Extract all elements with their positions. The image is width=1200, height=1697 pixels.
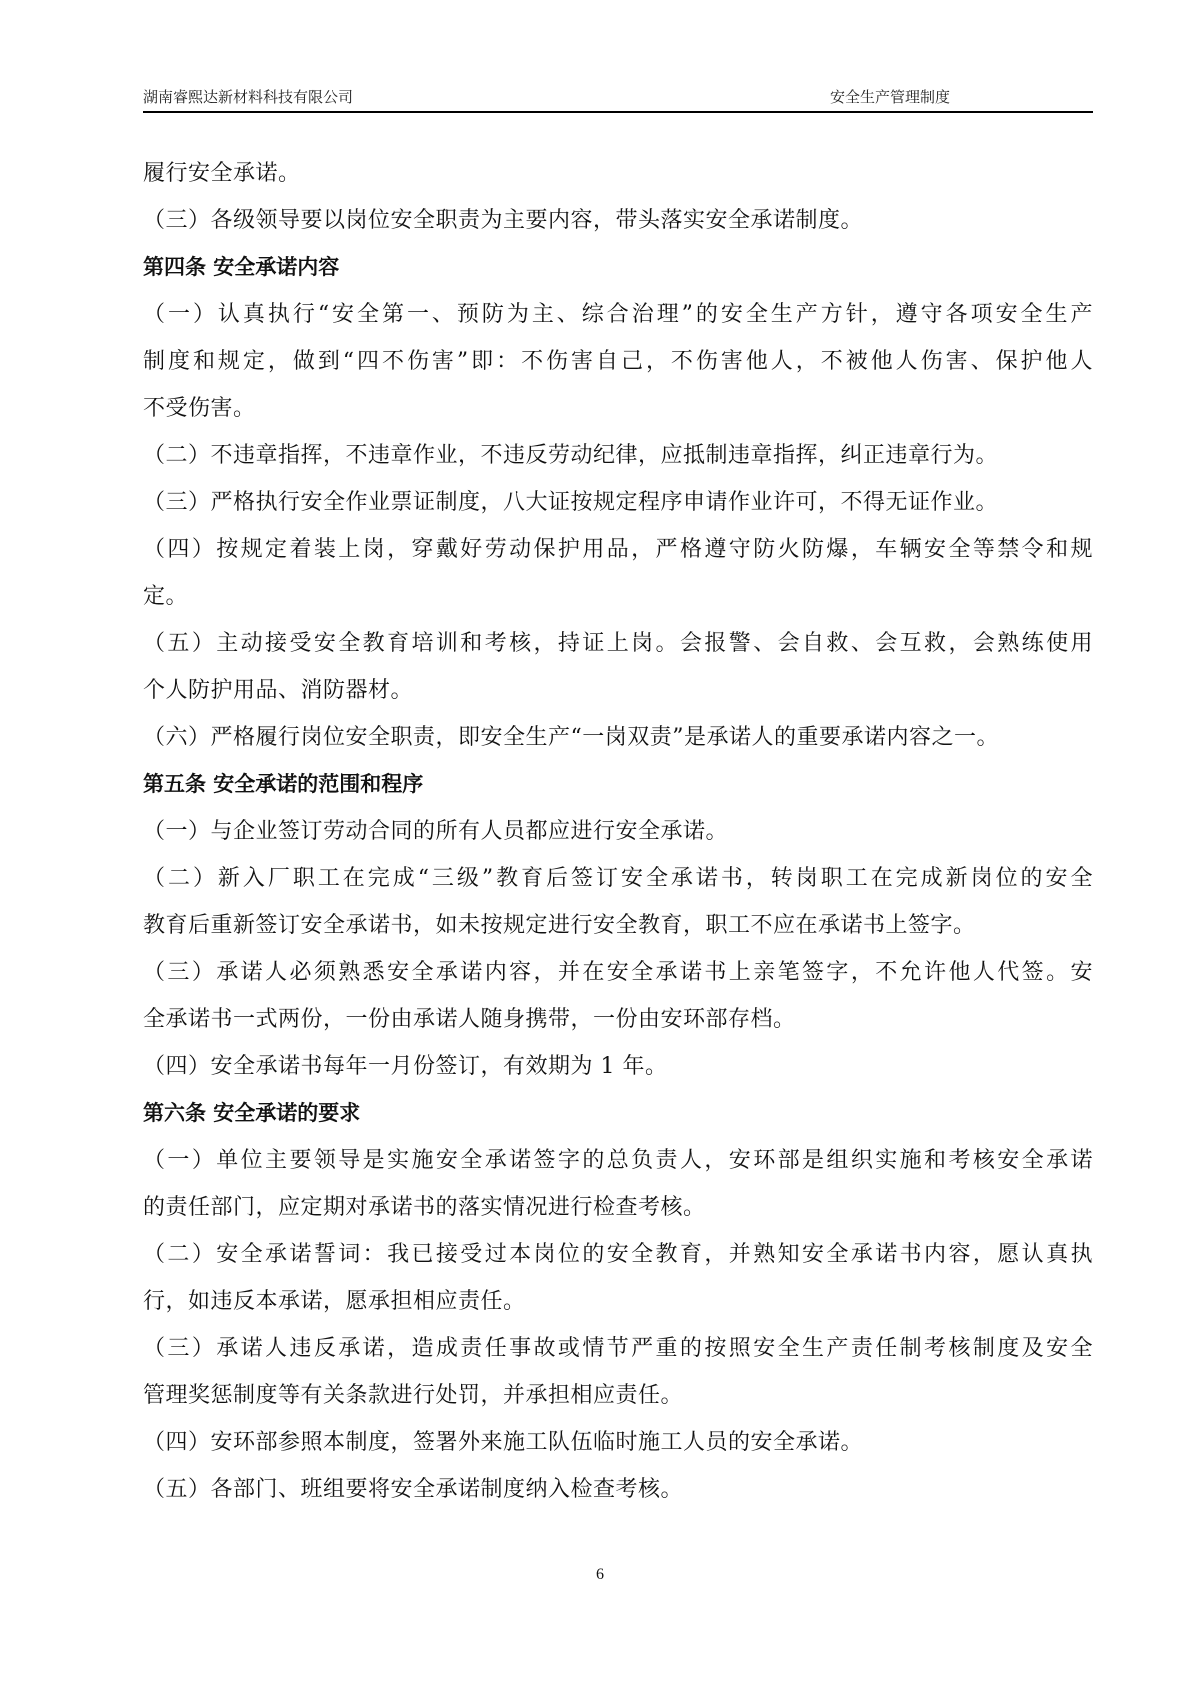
paragraph-line: （六）严格履行岗位安全职责，即安全生产“一岗双责”是承诺人的重要承诺内容之一。 — [143, 725, 999, 750]
paragraph-line: （二）安全承诺誓词：我已接受过本岗位的安全教育，并熟知安全承诺书内容，愿认真执 — [143, 1242, 1093, 1267]
paragraph-line: （二）不违章指挥，不违章作业，不违反劳动纪律，应抵制违章指挥，纠正违章行为。 — [143, 443, 999, 468]
paragraph-line: （三）承诺人违反承诺，造成责任事故或情节严重的按照安全生产责任制考核制度及安全 — [143, 1336, 1093, 1361]
paragraph — [143, 949, 1093, 1043]
paragraph-line: 的责任部门，应定期对承诺书的落实情况进行检查考核。 — [143, 1195, 706, 1220]
paragraph-line: （四）安环部参照本制度，签署外来施工队伍临时施工人员的安全承诺。 — [143, 1430, 864, 1455]
paragraph — [143, 526, 1093, 620]
paragraph-line: （一）与企业签订劳动合同的所有人员都应进行安全承诺。 — [143, 819, 729, 844]
paragraph-line: （四）安全承诺书每年一月份签订，有效期为 1 年。 — [143, 1054, 668, 1079]
document-body — [143, 150, 1093, 1513]
paragraph-line: 教育后重新签订安全承诺书，如未按规定进行安全教育，职工不应在承诺书上签字。 — [143, 913, 976, 938]
paragraph — [143, 291, 1093, 432]
paragraph-line: （一）认真执行“安全第一、预防为主、综合治理”的安全生产方针，遵守各项安全生产 — [143, 302, 1093, 327]
paragraph-line: 管理奖惩制度等有关条款进行处罚，并承担相应责任。 — [143, 1383, 684, 1408]
header-divider — [143, 111, 1093, 113]
paragraph-line: （三）承诺人必须熟悉安全承诺内容，并在安全承诺书上亲笔签字，不允许他人代签。安 — [143, 960, 1093, 985]
paragraph-line: 制度和规定，做到“四不伤害”即：不伤害自己，不伤害他人，不被他人伤害、保护他人 — [143, 349, 1093, 374]
paragraph-line: （三）各级领导要以岗位安全职责为主要内容，带头落实安全承诺制度。 — [143, 208, 864, 233]
header-company-name: 湖南睿熙达新材料科技有限公司 — [143, 88, 354, 106]
paragraph-line: （五）主动接受安全教育培训和考核，持证上岗。会报警、会自救、会互救，会熟练使用 — [143, 631, 1093, 656]
paragraph — [143, 1325, 1093, 1419]
paragraph-line: （一）单位主要领导是实施安全承诺签字的总负责人，安环部是组织实施和考核安全承诺 — [143, 1148, 1093, 1173]
paragraph — [143, 714, 1093, 761]
paragraph-line: 不受伤害。 — [143, 396, 256, 421]
paragraph-line: 个人防护用品、消防器材。 — [143, 678, 414, 703]
paragraph — [143, 1043, 1093, 1090]
article-heading: 第五条 安全承诺的范围和程序 — [143, 772, 424, 796]
paragraph — [143, 1419, 1093, 1466]
paragraph — [143, 808, 1093, 855]
paragraph — [143, 1231, 1093, 1325]
paragraph-line: （三）严格执行安全作业票证制度，八大证按规定程序申请作业许可，不得无证作业。 — [143, 490, 999, 515]
page-number: 6 — [596, 1566, 604, 1583]
paragraph-line: （四）按规定着装上岗，穿戴好劳动保护用品，严格遵守防火防爆，车辆安全等禁令和规 — [143, 537, 1093, 562]
paragraph — [143, 620, 1093, 714]
paragraph — [143, 479, 1093, 526]
header-document-title: 安全生产管理制度 — [829, 88, 950, 106]
paragraph-line: 全承诺书一式两份，一份由承诺人随身携带，一份由安环部存档。 — [143, 1007, 796, 1032]
paragraph — [143, 1466, 1093, 1513]
paragraph — [143, 150, 1093, 197]
paragraph — [143, 197, 1093, 244]
paragraph — [143, 1137, 1093, 1231]
paragraph-line: 定。 — [143, 584, 189, 609]
paragraph — [143, 855, 1093, 949]
article-heading: 第四条 安全承诺内容 — [143, 255, 340, 279]
paragraph — [143, 432, 1093, 479]
paragraph-line: 行，如违反本承诺，愿承担相应责任。 — [143, 1289, 526, 1314]
paragraph-line: （五）各部门、班组要将安全承诺制度纳入检查考核。 — [143, 1477, 684, 1502]
paragraph-line: （二）新入厂职工在完成“三级”教育后签订安全承诺书，转岗职工在完成新岗位的安全 — [143, 866, 1093, 891]
paragraph-line: 履行安全承诺。 — [143, 161, 301, 186]
article-heading: 第六条 安全承诺的要求 — [143, 1101, 361, 1125]
page-header — [143, 86, 1093, 112]
